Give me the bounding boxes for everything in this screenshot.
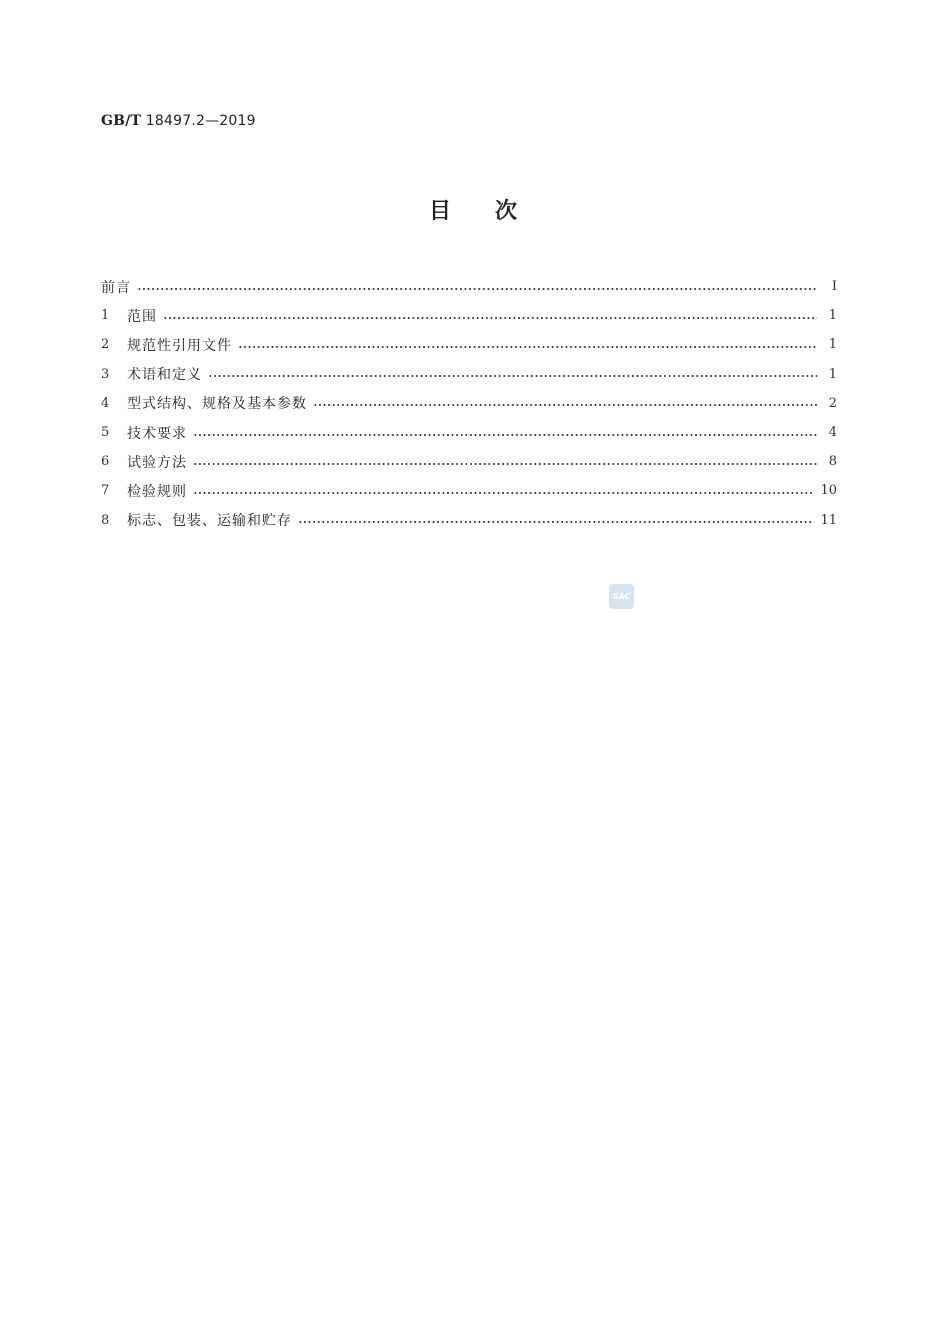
- toc-page-number: 10: [820, 483, 837, 499]
- toc-section-number: 5: [101, 425, 110, 441]
- toc-label: 范围: [127, 308, 157, 325]
- toc-page-number: 4: [828, 425, 837, 441]
- toc-leader-dots: [208, 367, 817, 381]
- toc-entry-3[interactable]: [101, 360, 837, 389]
- toc-leader-dots: [163, 309, 817, 323]
- toc-label: 型式结构、规格及基本参数: [127, 396, 307, 413]
- page-title: 目次: [428, 199, 561, 224]
- toc-page-number: 1: [828, 337, 837, 353]
- toc-section-number: 3: [101, 366, 110, 382]
- table-of-contents: [101, 272, 837, 535]
- toc-section-number: 7: [101, 483, 110, 499]
- toc-label: 检验规则: [127, 483, 187, 500]
- toc-leader-dots: [238, 338, 817, 352]
- toc-leader-dots: [298, 513, 814, 527]
- toc-label: 技术要求: [127, 425, 187, 442]
- toc-leader-dots: [193, 455, 817, 469]
- toc-label: 标志、包装、运输和贮存: [127, 513, 292, 530]
- toc-entry-8[interactable]: [101, 506, 837, 535]
- toc-section-number: 6: [101, 454, 110, 470]
- toc-entry-7[interactable]: [101, 476, 837, 505]
- toc-label: 前言: [101, 279, 131, 296]
- sac-watermark-logo: SAC: [609, 584, 634, 609]
- toc-entry-preface[interactable]: [101, 272, 837, 301]
- toc-leader-dots: [193, 484, 814, 498]
- toc-page-number: 1: [828, 308, 837, 324]
- toc-label: 术语和定义: [127, 367, 202, 384]
- toc-leader-dots: [313, 396, 817, 410]
- toc-label: 试验方法: [127, 454, 187, 471]
- standard-code-prefix: GB/T: [101, 113, 142, 129]
- standard-code: [101, 113, 256, 129]
- toc-page-number: 1: [828, 366, 837, 382]
- toc-section-number: 4: [101, 395, 110, 411]
- toc-page-number: 8: [828, 454, 837, 470]
- toc-leader-dots: [193, 426, 817, 440]
- standard-code-number: 18497.2—2019: [145, 113, 256, 129]
- toc-section-number: 2: [101, 337, 110, 353]
- toc-entry-5[interactable]: [101, 418, 837, 447]
- toc-leader-dots: [137, 280, 817, 294]
- toc-page-number: Ⅰ: [831, 279, 837, 295]
- toc-page-number: 2: [828, 395, 837, 411]
- toc-section-number: 8: [101, 512, 110, 528]
- toc-entry-6[interactable]: [101, 447, 837, 476]
- toc-entry-2[interactable]: [101, 330, 837, 359]
- toc-page-number: 11: [820, 512, 837, 528]
- toc-entry-1[interactable]: [101, 301, 837, 330]
- toc-label: 规范性引用文件: [127, 337, 232, 354]
- toc-entry-4[interactable]: [101, 389, 837, 418]
- toc-section-number: 1: [101, 308, 110, 324]
